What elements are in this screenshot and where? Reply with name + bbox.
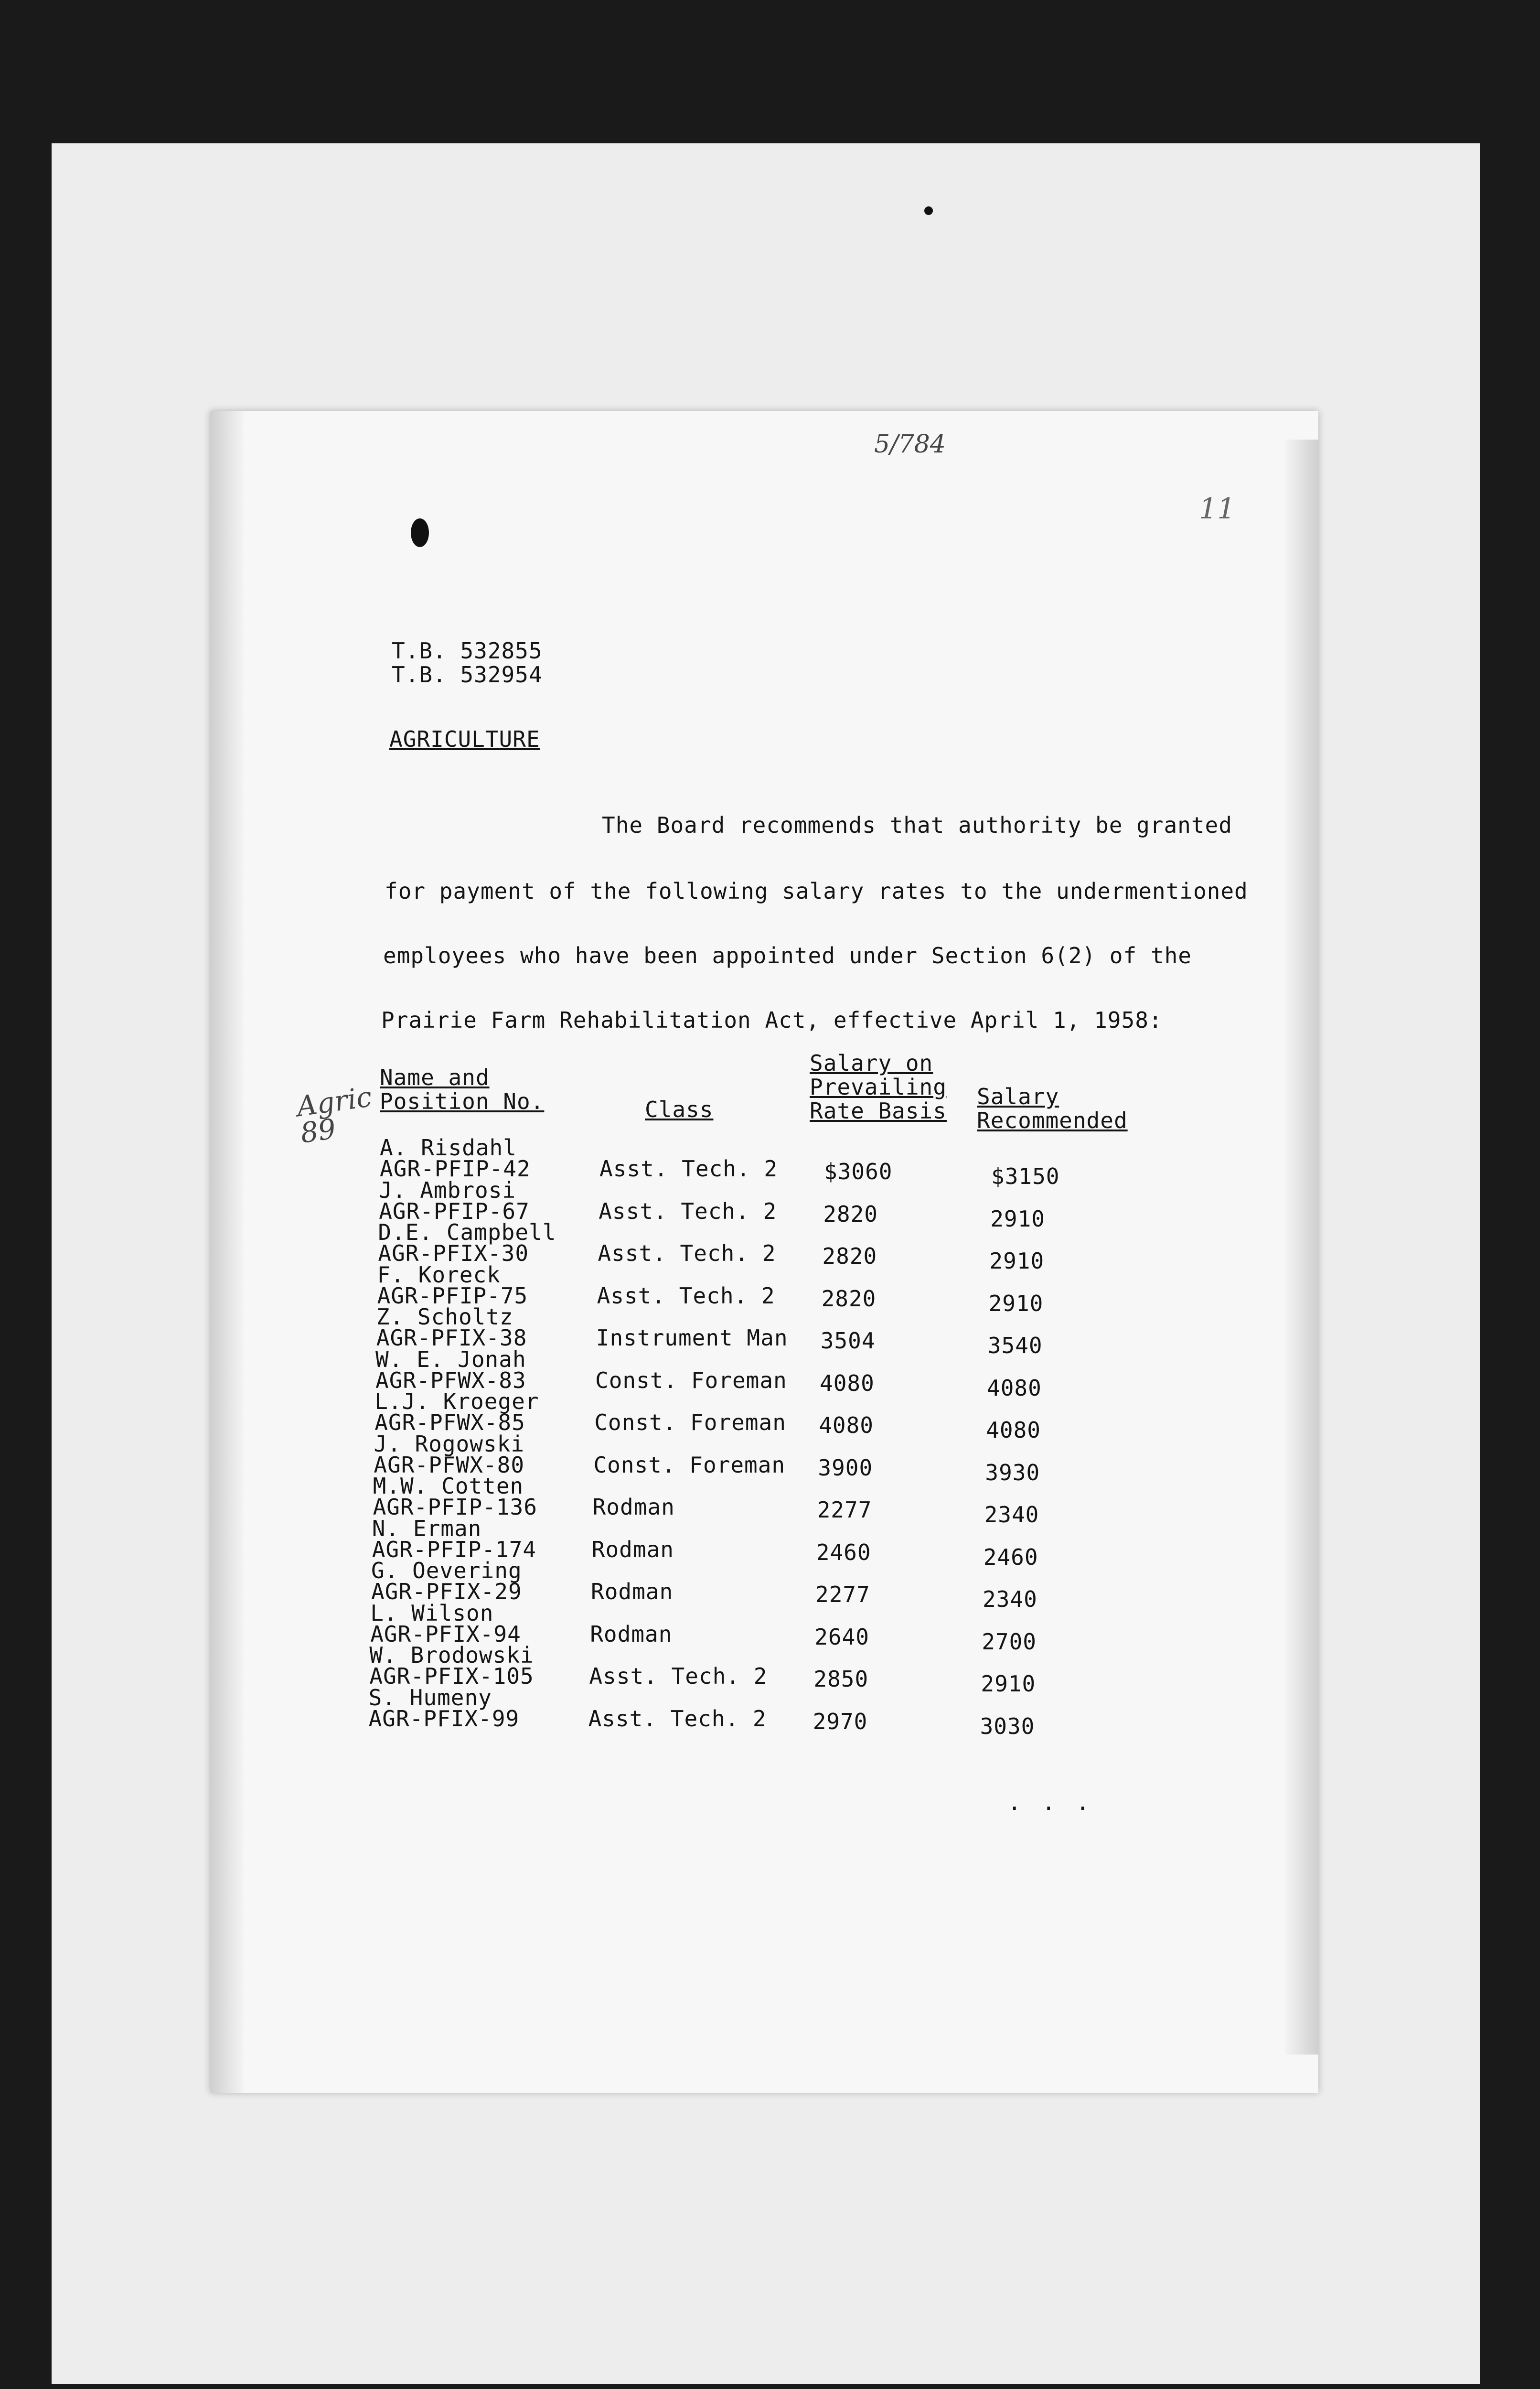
page-number: 11 (1199, 492, 1236, 526)
row-position-number: AGR-PFIP-174 (372, 1536, 537, 1562)
column-header-recommended: Salary Recommended (977, 1084, 1128, 1133)
row-class: Asst. Tech. 2 (597, 1282, 775, 1309)
row-prevailing-salary: 2460 (816, 1539, 871, 1565)
row-employee-name: Z. Scholtz (376, 1304, 513, 1330)
department-heading: AGRICULTURE (389, 726, 540, 752)
row-prevailing-salary: 2277 (817, 1497, 872, 1523)
row-recommended-salary: 4080 (986, 1417, 1041, 1443)
row-class: Asst. Tech. 2 (598, 1240, 776, 1266)
row-recommended-salary: 3030 (980, 1713, 1035, 1739)
row-recommended-salary: 2700 (982, 1628, 1037, 1655)
row-prevailing-salary: 4080 (820, 1370, 875, 1396)
row-position-number: AGR-PFIX-30 (378, 1240, 529, 1266)
row-class: Asst. Tech. 2 (588, 1705, 767, 1732)
body-line-2: for payment of the following salary rates to the undermentioned (385, 878, 1248, 904)
row-position-number: AGR-PFIX-94 (370, 1621, 521, 1647)
body-line-3: employees who have been appointed under Section 6(2) of the (383, 943, 1192, 969)
body-line-1: The Board recommends that authority be granted (602, 812, 1232, 838)
row-class: Asst. Tech. 2 (599, 1198, 777, 1224)
row-employee-name: N. Erman (372, 1515, 482, 1541)
row-employee-name: D.E. Campbell (378, 1219, 556, 1245)
row-prevailing-salary: 3504 (820, 1328, 876, 1354)
page-right-edge-shadow (1285, 440, 1318, 2055)
row-class: Rodman (590, 1621, 673, 1647)
row-employee-name: G. Oevering (371, 1558, 522, 1583)
row-employee-name: S. Humeny (368, 1684, 492, 1711)
row-employee-name: W. Brodowski (369, 1642, 534, 1668)
row-recommended-salary: 2910 (989, 1248, 1045, 1274)
row-position-number: AGR-PFIP-42 (380, 1156, 531, 1182)
punch-hole (411, 518, 429, 547)
row-prevailing-salary: 2640 (814, 1624, 869, 1650)
row-recommended-salary: 2910 (988, 1290, 1044, 1316)
row-employee-name: J. Ambrosi (379, 1177, 516, 1203)
row-class: Const. Foreman (593, 1452, 786, 1478)
row-position-number: AGR-PFIX-29 (371, 1579, 522, 1604)
column-header-name: Name and Position No. (380, 1065, 545, 1114)
row-employee-name: L. Wilson (370, 1600, 494, 1626)
row-class: Const. Foreman (595, 1367, 787, 1393)
row-position-number: AGR-PFIX-105 (369, 1663, 534, 1689)
row-prevailing-salary: 2820 (821, 1285, 877, 1312)
row-prevailing-salary: 3900 (818, 1454, 873, 1481)
row-recommended-salary: $3150 (991, 1163, 1060, 1189)
page-left-edge-shadow (210, 411, 244, 2093)
row-position-number: AGR-PFIP-75 (377, 1282, 528, 1309)
tb-reference-2: T.B. 532954 (392, 662, 543, 688)
handwritten-reference: 5/784 (874, 430, 946, 459)
row-position-number: AGR-PFIP-67 (379, 1198, 530, 1224)
row-prevailing-salary: 4080 (819, 1412, 874, 1438)
row-employee-name: J. Rogowski (374, 1431, 525, 1457)
body-line-4: Prairie Farm Rehabilitation Act, effective April 1, 1958: (381, 1007, 1163, 1033)
film-speck (924, 206, 933, 215)
row-prevailing-salary: 2277 (815, 1582, 870, 1607)
row-position-number: AGR-PFWX-85 (374, 1410, 525, 1435)
row-class: Const. Foreman (594, 1410, 786, 1435)
row-recommended-salary: 3540 (987, 1333, 1043, 1358)
row-class: Asst. Tech. 2 (599, 1156, 778, 1182)
row-prevailing-salary: 2970 (813, 1708, 868, 1734)
row-position-number: AGR-PFIX-99 (368, 1705, 520, 1732)
row-employee-name: L.J. Kroeger (374, 1388, 539, 1414)
continuation-marker: . . . (1008, 1789, 1093, 1815)
row-class: Rodman (591, 1536, 674, 1562)
row-prevailing-salary: 2820 (823, 1201, 878, 1227)
row-employee-name: M.W. Cotten (373, 1473, 524, 1499)
row-class: Rodman (592, 1494, 675, 1520)
row-position-number: AGR-PFIP-136 (373, 1494, 537, 1520)
row-position-number: AGR-PFIX-38 (376, 1325, 527, 1351)
row-employee-name: F. Koreck (377, 1261, 501, 1288)
row-prevailing-salary: $3060 (824, 1159, 893, 1184)
margin-note: Agric 89 (294, 1080, 374, 1150)
row-recommended-salary: 2460 (983, 1544, 1038, 1570)
row-recommended-salary: 2340 (983, 1586, 1037, 1612)
row-position-number: AGR-PFWX-83 (375, 1367, 526, 1393)
row-recommended-salary: 4080 (987, 1375, 1042, 1401)
row-class: Instrument Man (596, 1325, 788, 1351)
row-recommended-salary: 2910 (990, 1205, 1045, 1232)
row-recommended-salary: 2910 (981, 1671, 1036, 1697)
row-position-number: AGR-PFWX-80 (374, 1452, 525, 1478)
row-class: Rodman (591, 1579, 674, 1604)
column-header-class: Class (645, 1097, 714, 1122)
row-employee-name: A. Risdahl (380, 1135, 517, 1161)
column-header-prevailing: Salary on Prevailing Rate Basis (810, 1050, 947, 1124)
row-prevailing-salary: 2820 (822, 1243, 877, 1269)
row-class: Asst. Tech. 2 (589, 1663, 768, 1689)
row-recommended-salary: 3930 (985, 1459, 1040, 1485)
row-prevailing-salary: 2850 (813, 1666, 869, 1692)
tb-reference-1: T.B. 532855 (392, 638, 543, 664)
row-recommended-salary: 2340 (984, 1502, 1039, 1528)
document-page (210, 411, 1318, 2093)
row-employee-name: W. E. Jonah (375, 1346, 526, 1372)
